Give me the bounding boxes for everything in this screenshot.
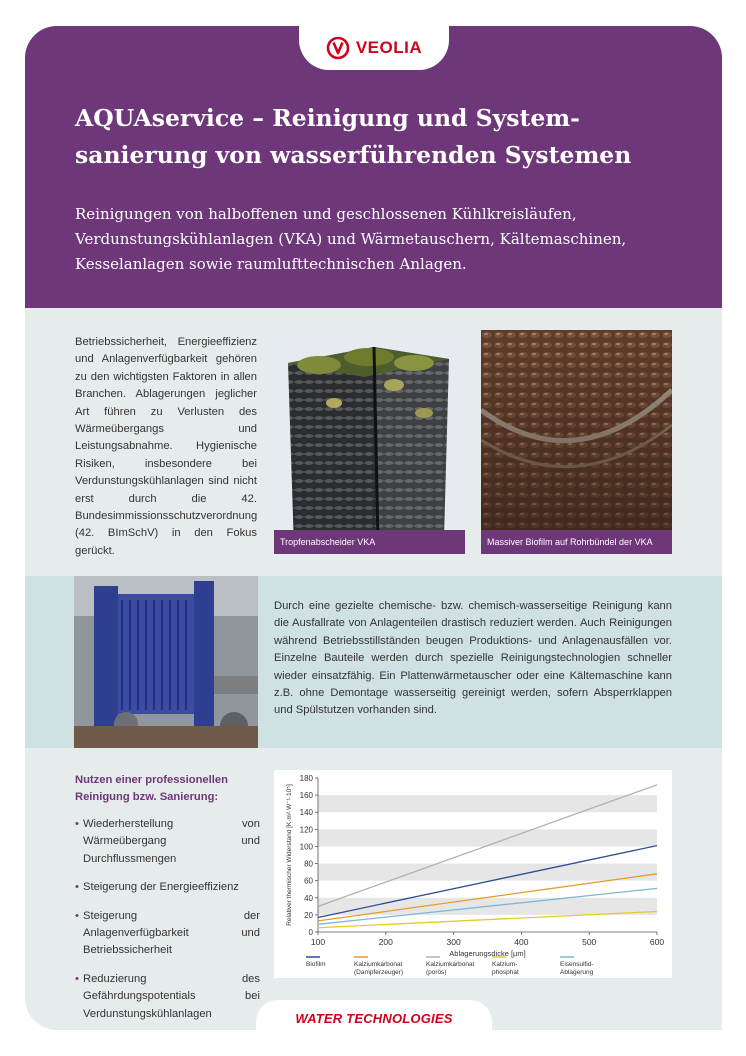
legend-label: phosphat — [492, 969, 519, 976]
heat-exchanger-image — [74, 576, 258, 748]
y-tick-label: 20 — [304, 910, 313, 920]
benefits-list — [75, 816, 260, 1034]
photo-plate-heat-exchanger — [74, 576, 258, 748]
x-axis-label: Ablagerungsdicke [µm] — [449, 949, 526, 958]
legend-label: Biofilm — [306, 961, 326, 968]
x-tick-label: 100 — [310, 937, 326, 947]
benefit-item: • Wiederherstellung von Wärmeübergang und Durchflussmengen — [75, 816, 260, 868]
x-tick-label: 500 — [582, 937, 597, 947]
intro-paragraph: Betriebssicherheit, Energieeffizienz und Anlagenverfügbarkeit gehören zu den wichtigsten Faktoren in allen Branchen. Ablagerungen jeglicher Art führen zu Verlusten des Wärmeübergangs und Leistungsabnahme. Hygienische Risiken, insbesondere bei Verdunstungskühlanlagen sind nicht erst durch die 42. Bundesimmissionsschutzverordnung (42. BImSchV) in den Fokus gerückt. — [75, 336, 258, 557]
page-title: AQUAservice – Reinigung und System-sanierung von wasserführenden Systemen — [75, 104, 632, 169]
legend-label: (porös) — [426, 969, 447, 976]
droplet-separator-image — [274, 333, 465, 554]
benefit-item: • Steigerung der Energieeffizienz — [75, 879, 260, 896]
x-tick-label: 400 — [514, 937, 529, 947]
photo2-caption: Massiver Biofilm auf Rohrbündel der VKA — [481, 530, 672, 554]
grid-band — [318, 864, 657, 881]
y-tick-label: 140 — [299, 808, 313, 818]
grid-band — [318, 829, 657, 846]
footer-text: WATER TECHNOLOGIES — [295, 1011, 453, 1026]
chart-svg — [274, 770, 672, 978]
x-tick-label: 600 — [649, 937, 665, 947]
benefits-title: Nutzen einer professionellen Reinigung bzw. Sanierung: — [75, 774, 228, 804]
x-tick-label: 300 — [446, 937, 461, 947]
y-tick-label: 100 — [299, 842, 313, 852]
y-axis-label: Relativer thermischer Widerstand [K·m²·W⁻¹·10⁵] — [286, 784, 293, 926]
logo — [299, 26, 449, 70]
cleaning-paragraph: Durch eine gezielte chemische- bzw. chemisch-wasserseitige Reinigung kann die Ausfallrate von Anlagenteilen drastisch reduziert werden. Auch Reinigungen während Betriebsstillständen beugen Produktions- und Anlagenausfällen vor. Einzelne Bauteile werden durch spezielle Reinigungstechnologien schneller wieder einsatzfähig. Ein Plattenwärmetauscher oder eine Kältemaschine kann z.B. ohne Demontage wasserseitig gereinigt werden, sofern Absperrklappen und Spülstutzen vorhanden sind. — [274, 600, 672, 717]
legend-label: Kalziumkarbonat — [426, 961, 475, 968]
y-tick-label: 120 — [299, 825, 313, 835]
y-tick-label: 60 — [304, 876, 313, 886]
y-tick-label: 40 — [304, 893, 313, 903]
benefit-item: • Reduzierung des Gefährdungspotentials bei Verdunstungskühlanlagen — [75, 971, 260, 1023]
photo-biofilm-tube-bundle — [481, 330, 672, 554]
x-tick-label: 200 — [378, 937, 393, 947]
benefit-item: • Steigerung der Anlagenverfügbarkeit und Betriebssicherheit — [75, 908, 260, 960]
y-tick-label: 180 — [299, 774, 313, 783]
biofilm-image — [481, 330, 672, 554]
legend-label: (Dampferzeuger) — [354, 969, 404, 976]
brand-name: VEOLIA — [355, 38, 423, 57]
y-tick-label: 160 — [299, 791, 313, 801]
veolia-logo-icon — [326, 36, 350, 60]
legend-label: Ablagerung — [560, 969, 594, 976]
photo-droplet-separator — [274, 333, 465, 554]
legend-label: Kalzium- — [492, 961, 518, 968]
page-subtitle: Reinigungen von halboffenen und geschlossenen Kühlkreisläufen, Verdunstungskühlanlagen (VKA) und Wärmetauschern, Kältemaschinen, Kesselanlagen sowie raumlufttechnischen Anlagen. — [75, 205, 627, 273]
thermal-resistance-chart — [274, 770, 672, 978]
legend-label: Eisensulfid- — [560, 961, 594, 968]
legend-label: Kalziumkarbonat — [354, 961, 403, 968]
y-tick-label: 80 — [304, 859, 313, 869]
y-tick-label: 0 — [308, 928, 313, 937]
photo1-caption: Tropfenabscheider VKA — [274, 530, 465, 554]
